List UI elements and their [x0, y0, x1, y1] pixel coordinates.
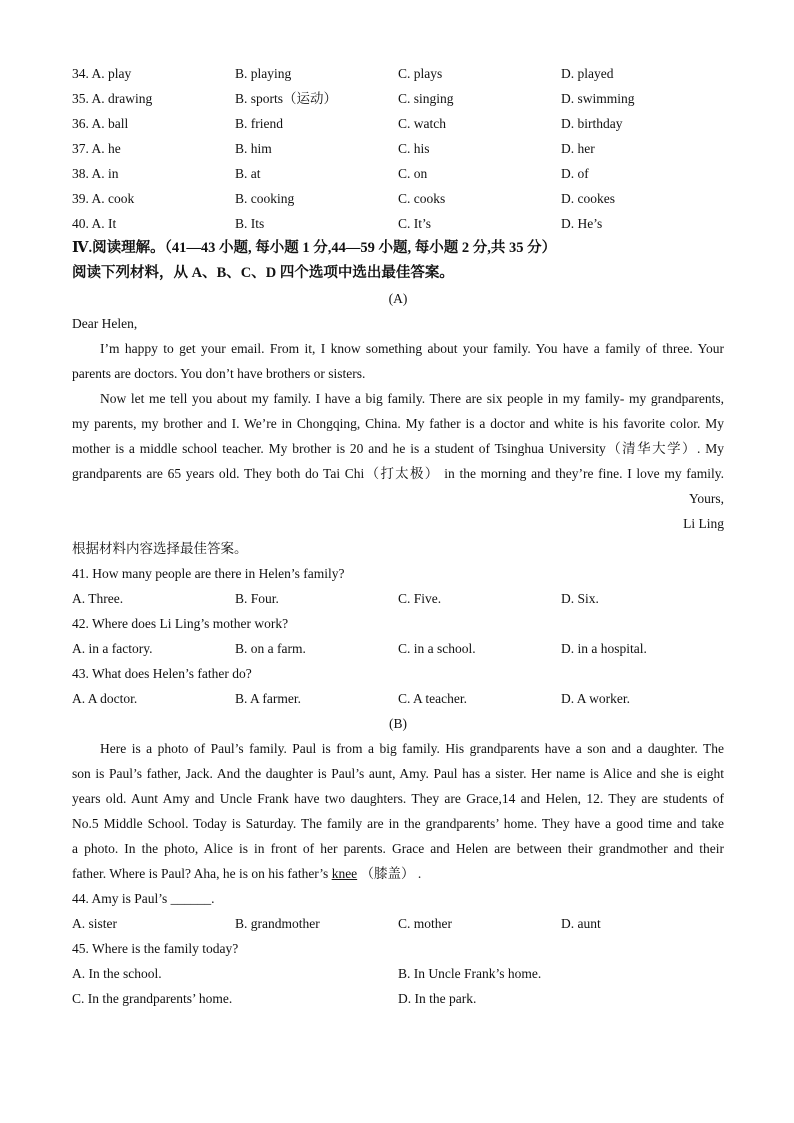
passage-b-line: years old. Aunt Amy and Uncle Frank have two daughters. They are Grace,14 and Helen, 12. They are students of: [72, 791, 724, 806]
passage-b-last-line-start: father. Where is Paul? Aha, he is on his father’s: [72, 866, 332, 881]
question-39-option-c[interactable]: C. cooks: [398, 191, 446, 206]
question-43-option-b[interactable]: B. A farmer.: [235, 691, 301, 706]
question-34-option-a[interactable]: 34. A. play: [72, 66, 132, 81]
question-40-options: [72, 211, 724, 236]
question-38-option-b[interactable]: B. at: [235, 166, 261, 181]
question-42-option-c[interactable]: C. in a school.: [398, 641, 476, 656]
question-42-option-b[interactable]: B. on a farm.: [235, 641, 306, 656]
passage-b-line: son is Paul’s father, Jack. And the daughter is Paul’s aunt, Amy. Paul has a sister. Her name is Alice and she is eight: [72, 766, 724, 781]
question-40-option-b[interactable]: B. Its: [235, 216, 265, 231]
question-45-options-row-1: [72, 961, 724, 986]
question-34-option-d[interactable]: D. played: [561, 66, 614, 81]
question-39-option-a[interactable]: 39. A. cook: [72, 191, 135, 206]
question-43-option-a[interactable]: A. A doctor.: [72, 691, 138, 706]
question-39-option-d[interactable]: D. cookes: [561, 191, 615, 206]
question-36-option-d[interactable]: D. birthday: [561, 116, 623, 131]
question-42-option-a[interactable]: A. in a factory.: [72, 641, 153, 656]
question-40-option-a[interactable]: 40. A. It: [72, 216, 117, 231]
question-45-option-c[interactable]: C. In the grandparents’ home.: [72, 991, 233, 1006]
question-41-stem: 41. How many people are there in Helen’s family?: [72, 566, 345, 581]
question-34-options: [72, 61, 724, 86]
passage-b-label: (B): [389, 716, 407, 731]
question-36-option-c[interactable]: C. watch: [398, 116, 446, 131]
passage-a-line: mother is a middle school teacher. My brother is 20 and he is a student of Tsinghua University（清华大学）. My: [72, 441, 724, 456]
question-43-stem: 43. What does Helen’s father do?: [72, 666, 252, 681]
question-36-option-b[interactable]: B. friend: [235, 116, 283, 131]
question-45-option-a[interactable]: A. In the school.: [72, 966, 162, 981]
question-45-option-d[interactable]: D. In the park.: [398, 991, 477, 1006]
section-heading: Ⅳ.阅读理解。（41—43 小题, 每小题 1 分,44—59 小题, 每小题 2 分,共 35 分）: [72, 240, 557, 256]
question-38-option-c[interactable]: C. on: [398, 166, 428, 181]
question-44-option-b[interactable]: B. grandmother: [235, 916, 320, 931]
question-43-option-d[interactable]: D. A worker.: [561, 691, 630, 706]
question-44-option-a[interactable]: A. sister: [72, 916, 117, 931]
question-37-option-a[interactable]: 37. A. he: [72, 141, 121, 156]
question-38-options: [72, 161, 724, 186]
question-45-stem: 45. Where is the family today?: [72, 941, 239, 956]
question-41-option-b[interactable]: B. Four.: [235, 591, 279, 606]
passage-a-line: grandparents are 65 years old. They both do Tai Chi（打太极） in the morning and they’re fine. I love my family.: [72, 466, 724, 481]
question-40-option-c[interactable]: C. It’s: [398, 216, 432, 231]
passage-a-prompt: 根据材料内容选择最佳答案。: [72, 541, 248, 556]
question-35-options: [72, 86, 724, 111]
question-41-options: [72, 586, 724, 611]
question-35-option-a[interactable]: 35. A. drawing: [72, 91, 153, 106]
question-35-option-b[interactable]: B. sports（运动）: [235, 91, 338, 106]
letter-closing: Yours,: [688, 491, 724, 506]
passage-a-line: I’m happy to get your email. From it, I know something about your family. You have a family of three. Your: [100, 341, 724, 356]
passage-b-line: a photo. In the photo, Alice is in front of her parents. Grace and Helen are between their grandmother and their: [72, 841, 724, 856]
question-44-options: [72, 911, 724, 936]
question-38-option-d[interactable]: D. of: [561, 166, 589, 181]
section-instruction: 阅读下列材料，从 A、B、C、D 四个选项中选出最佳答案。: [72, 265, 454, 281]
question-45-option-b[interactable]: B. In Uncle Frank’s home.: [398, 966, 542, 981]
letter-signature: Li Ling: [683, 516, 724, 531]
question-41-option-d[interactable]: D. Six.: [561, 591, 599, 606]
question-35-option-c[interactable]: C. singing: [398, 91, 454, 106]
question-37-option-b[interactable]: B. him: [235, 141, 272, 156]
question-44-option-c[interactable]: C. mother: [398, 916, 452, 931]
question-37-option-d[interactable]: D. her: [561, 141, 595, 156]
question-42-stem: 42. Where does Li Ling’s mother work?: [72, 616, 289, 631]
passage-a-line: Now let me tell you about my family. I have a big family. There are six people in my family- my grandparents,: [100, 391, 724, 406]
question-44-option-d[interactable]: D. aunt: [561, 916, 601, 931]
question-34-option-c[interactable]: C. plays: [398, 66, 443, 81]
question-40-option-d[interactable]: D. He’s: [561, 216, 603, 231]
passage-b-line: No.5 Middle School. Today is Saturday. The family are in the grandparents’ home. They have a good time and take: [72, 816, 724, 831]
question-43-options: [72, 686, 724, 711]
question-39-option-b[interactable]: B. cooking: [235, 191, 295, 206]
question-41-option-c[interactable]: C. Five.: [398, 591, 442, 606]
passage-b-line: Here is a photo of Paul’s family. Paul is from a big family. His grandparents have a son and a daughter. The: [100, 741, 724, 756]
underlined-word-knee: knee: [331, 866, 358, 881]
question-37-option-c[interactable]: C. his: [398, 141, 430, 156]
question-42-option-d[interactable]: D. in a hospital.: [561, 641, 647, 656]
question-36-option-a[interactable]: 36. A. ball: [72, 116, 129, 131]
question-43-option-c[interactable]: C. A teacher.: [398, 691, 467, 706]
question-41-option-a[interactable]: A. Three.: [72, 591, 124, 606]
question-45-options-row-2: [72, 986, 724, 1011]
question-39-options: [72, 186, 724, 211]
question-36-options: [72, 111, 724, 136]
question-37-options: [72, 136, 724, 161]
passage-b-last-line-end: （膝盖） .: [357, 866, 422, 881]
question-38-option-a[interactable]: 38. A. in: [72, 166, 119, 181]
passage-b-last-line: [72, 861, 724, 886]
question-44-stem: 44. Amy is Paul’s ______.: [72, 891, 215, 906]
question-35-option-d[interactable]: D. swimming: [561, 91, 635, 106]
passage-a-line: my parents, my brother and I. We’re in Chongqing, China. My father is a doctor and white is his favorite color. My: [72, 416, 724, 431]
letter-salutation: Dear Helen,: [72, 316, 138, 331]
passage-a-label: (A): [388, 291, 408, 306]
passage-a-line: parents are doctors. You don’t have brothers or sisters.: [72, 366, 366, 381]
question-42-options: [72, 636, 724, 661]
question-34-option-b[interactable]: B. playing: [235, 66, 292, 81]
